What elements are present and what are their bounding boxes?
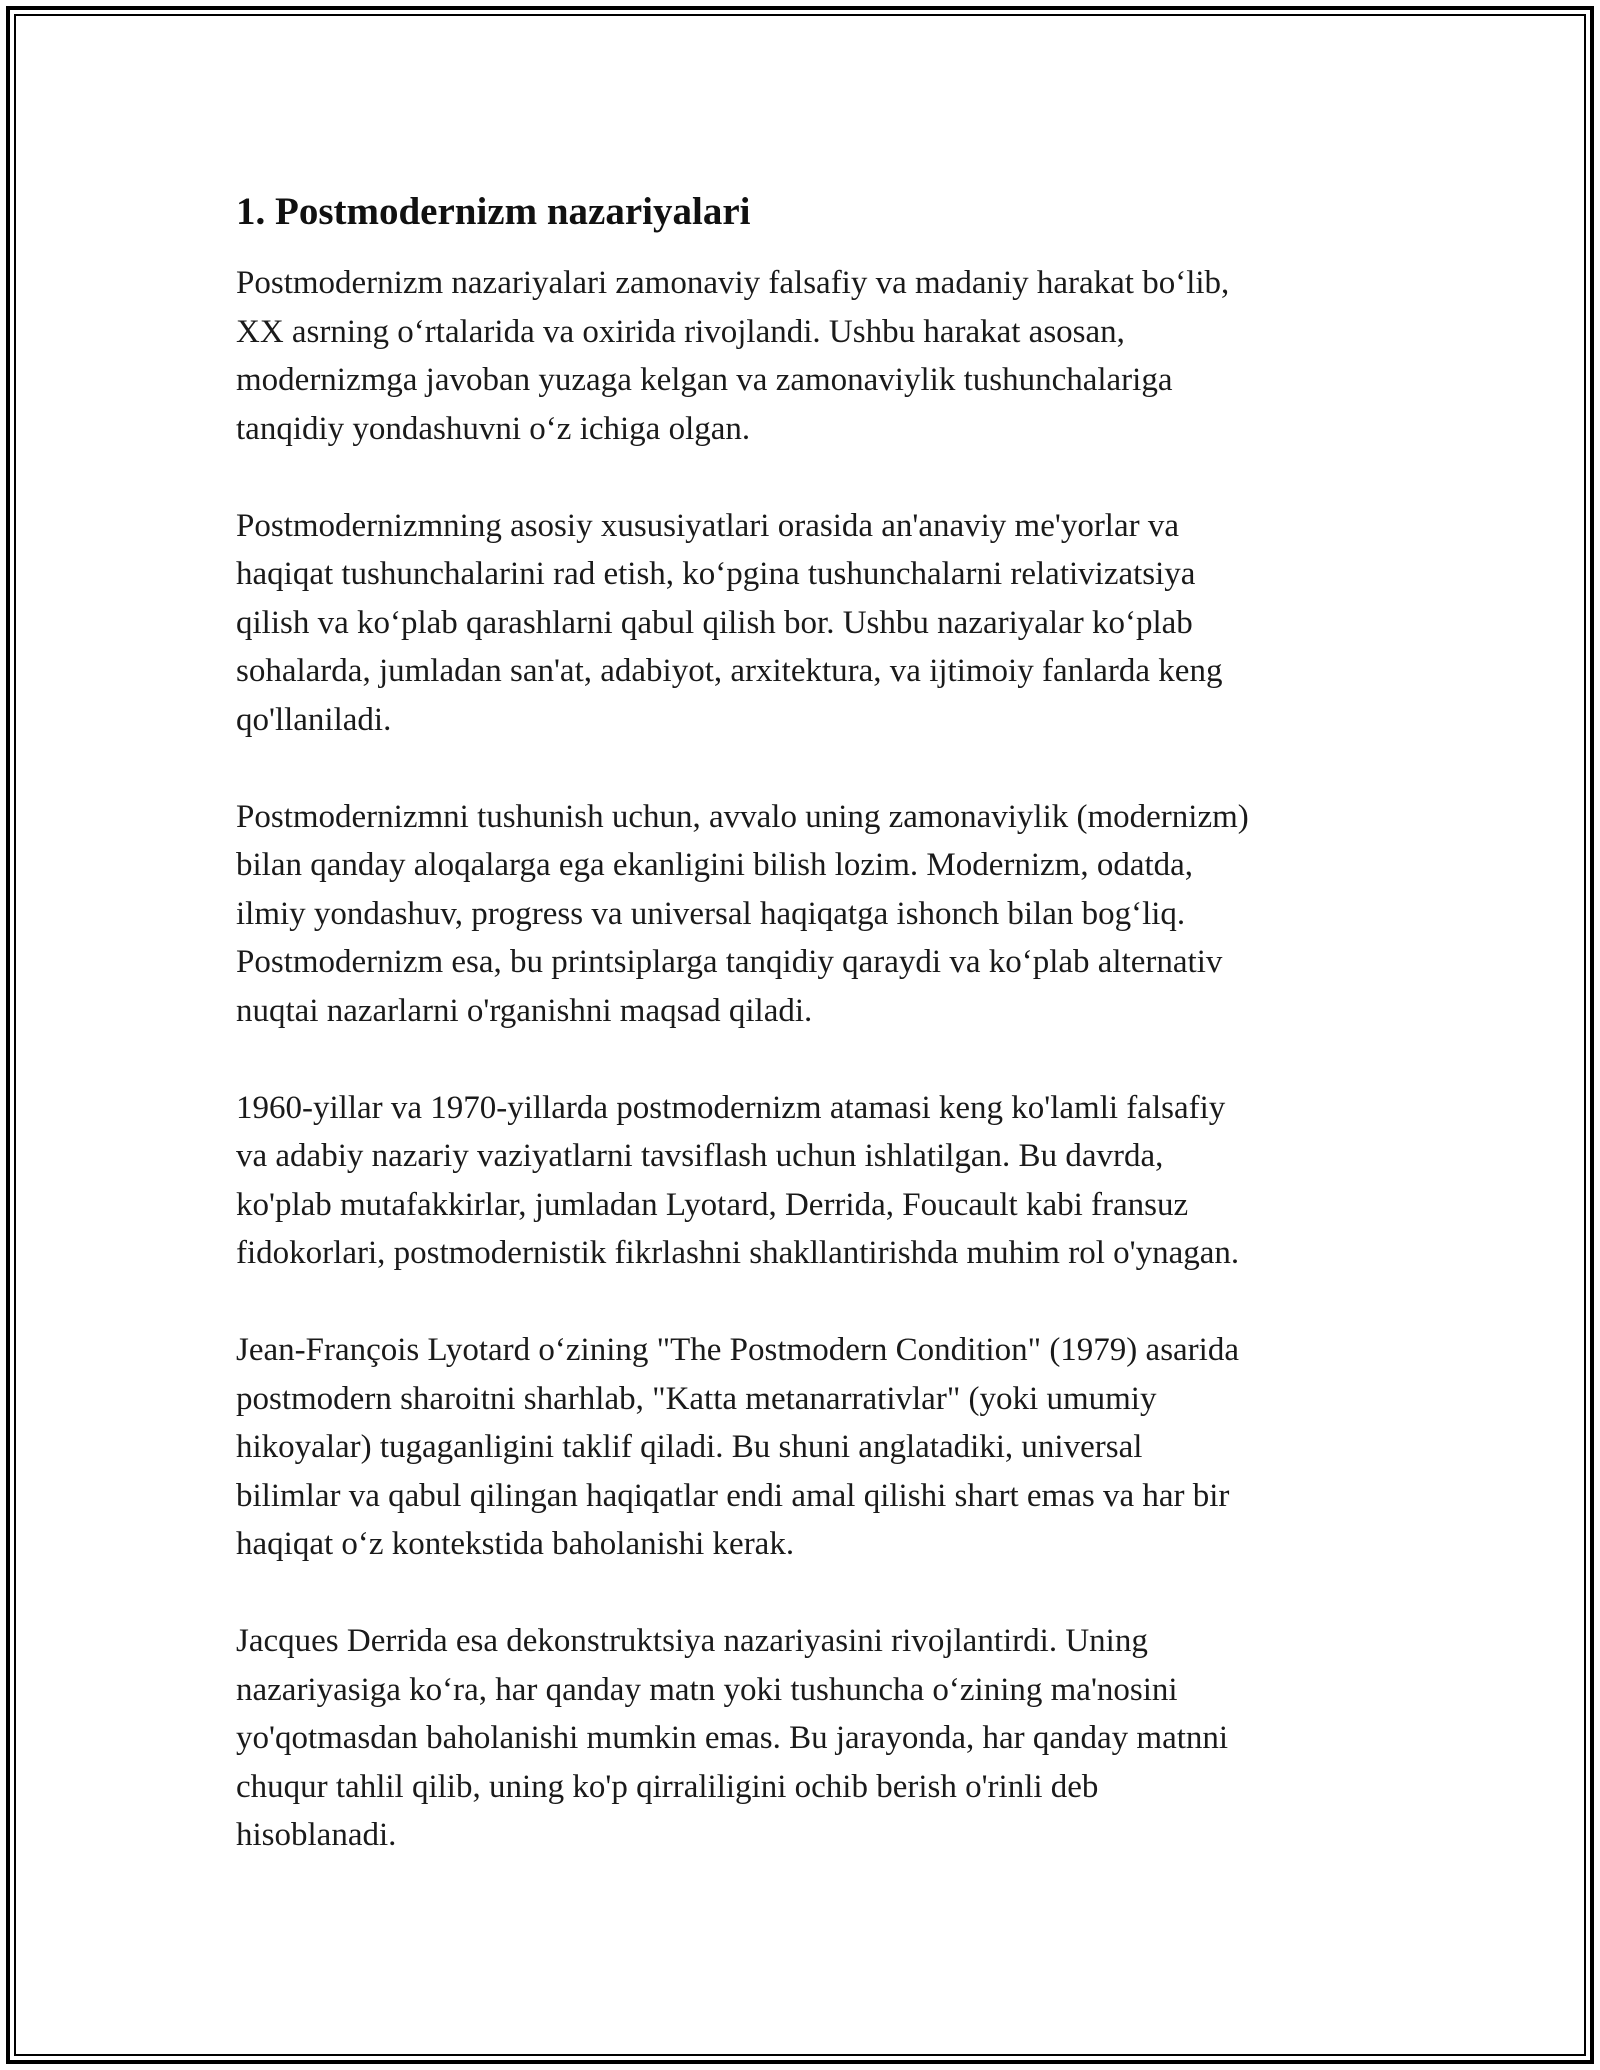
text-line: XX asrning o‘rtalarida va oxirida rivojlandi. Ushbu harakat asosan, [236, 313, 1125, 350]
text-line: bilimlar va qabul qilingan haqiqatlar endi amal qilishi shart emas va har bir [236, 1477, 1230, 1514]
text-line: nazariyasiga ko‘ra, har qanday matn yoki tushuncha o‘zining ma'nosini [236, 1671, 1178, 1708]
text-line: Postmodernizm nazariyalari zamonaviy falsafiy va madaniy harakat bo‘lib, [236, 265, 1230, 301]
paragraph-intro [236, 259, 1376, 453]
text-line: ko'plab mutafakkirlar, jumladan Lyotard, Derrida, Foucault kabi fransuz [236, 1186, 1189, 1223]
text-line: modernizmga javoban yuzaga kelgan va zamonaviylik tushunchalariga [236, 362, 1173, 398]
paragraph-modernism [236, 793, 1376, 1036]
text-line: qilish va ko‘plab qarashlarni qabul qilish bor. Ushbu nazariyalar ko‘plab [236, 604, 1193, 641]
text-line: Postmodernizm esa, bu printsiplarga tanqidiy qaraydi va ko‘plab alternativ [236, 944, 1223, 980]
text-line: fidokorlari, postmodernistik fikrlashni shakllantirishda muhim rol o'ynagan. [236, 1235, 1240, 1271]
paragraph-lyotard [236, 1326, 1376, 1569]
text-line: yo'qotmasdan baholanishi mumkin emas. Bu jarayonda, har qanday matnni [236, 1720, 1229, 1756]
text-line: haqiqat tushunchalarini rad etish, ko‘pgina tushunchalarni relativizatsiya [236, 556, 1196, 592]
text-line: Jean-François Lyotard o‘zining "The Postmodern Condition" (1979) asarida [236, 1332, 1239, 1368]
text-line: 1960-yillar va 1970-yillarda postmodernizm atamasi keng ko'lamli falsafiy [236, 1089, 1226, 1126]
text-line: va adabiy nazariy vaziyatlarni tavsiflash uchun ishlatilgan. Bu davrda, [236, 1138, 1164, 1174]
text-line: chuqur tahlil qilib, uning ko'p qirraliligini ochib berish o'rinli deb [236, 1768, 1099, 1805]
text-line: ilmiy yondashuv, progress va universal haqiqatga ishonch bilan bog‘liq. [236, 895, 1186, 932]
text-line: sohalarda, jumladan san'at, adabiyot, arxitektura, va ijtimoiy fanlarda keng [236, 653, 1223, 689]
document-body [236, 188, 1376, 1908]
paragraph-derrida [236, 1617, 1376, 1860]
paragraph-features [236, 502, 1376, 745]
text-line: Postmodernizmni tushunish uchun, avvalo uning zamonaviylik (modernizm) [236, 798, 1249, 835]
section-heading: 1. Postmodernizm nazariyalari [236, 190, 751, 233]
text-line: tanqidiy yondashuvni o‘z ichiga olgan. [236, 410, 751, 447]
text-line: bilan qanday aloqalarga ega ekanligini bilish lozim. Modernizm, odatda, [236, 847, 1194, 883]
text-line: Postmodernizmning asosiy xususiyatlari orasida an'anaviy me'yorlar va [236, 507, 1180, 544]
text-line: haqiqat o‘z kontekstida baholanishi kerak. [236, 1526, 795, 1562]
text-line: nuqtai nazarlarni o'rganishni maqsad qiladi. [236, 992, 813, 1029]
text-line: hikoyalar) tugaganligini taklif qiladi. Bu shuni anglatadiki, universal [236, 1429, 1143, 1465]
text-line: postmodern sharoitni sharhlab, "Katta metanarrativlar" (yoki umumiy [236, 1380, 1157, 1417]
text-line: qo'llaniladi. [236, 701, 392, 738]
text-line: hisoblanadi. [236, 1817, 397, 1853]
text-line: Jacques Derrida esa dekonstruktsiya nazariyasini rivojlantirdi. Uning [236, 1623, 1148, 1659]
paragraph-history [236, 1084, 1376, 1278]
